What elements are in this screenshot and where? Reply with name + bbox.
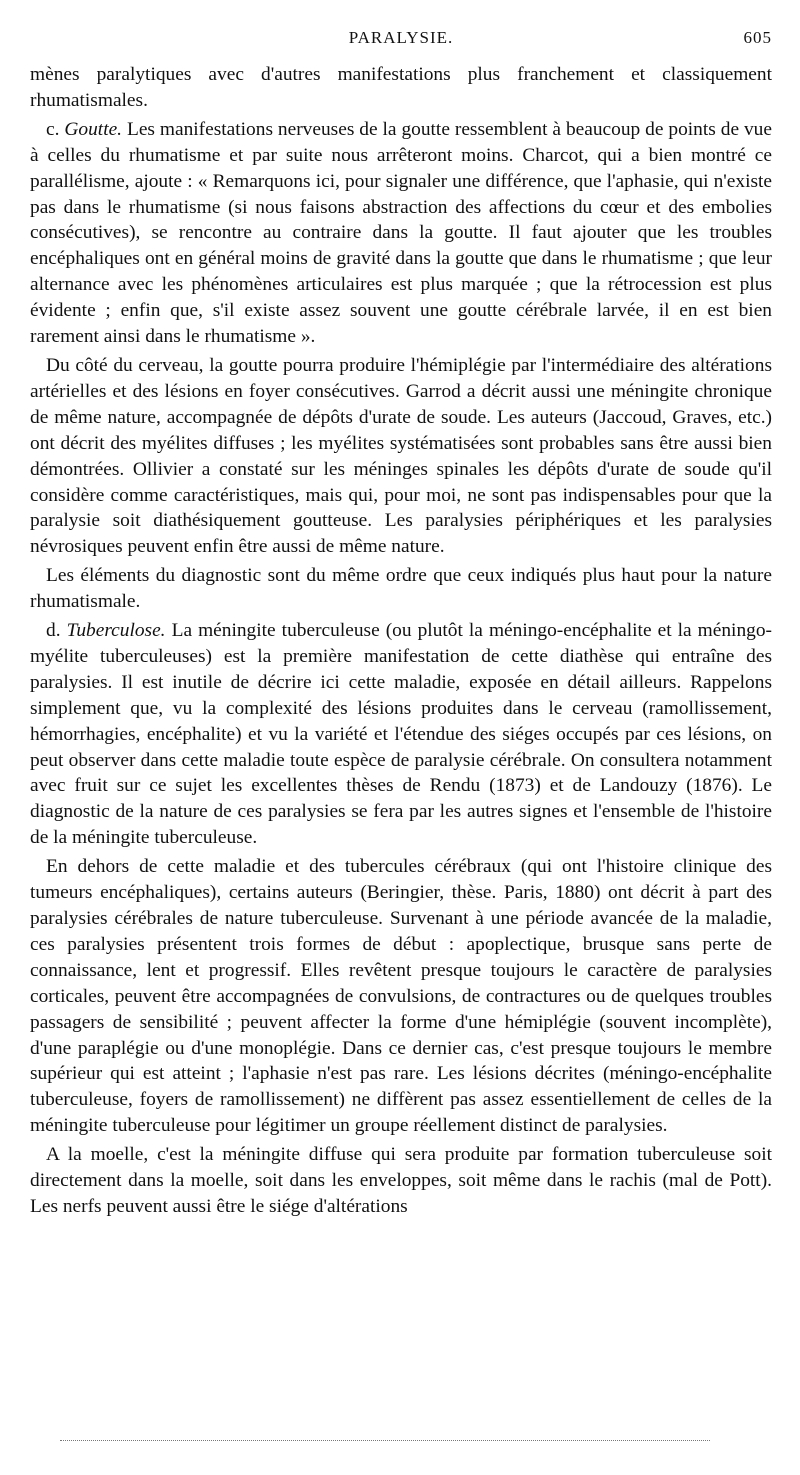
- paragraph-diagnostic: Les éléments du diagnostic sont du même ordre que ceux indiqués plus haut pour la nature rhumatismale.: [30, 565, 772, 613]
- paragraph-paralysies-cerebrales: En dehors de cette maladie et des tubercules cérébraux (qui ont l'histoire clinique des tumeurs encéphaliques), certains auteurs (Beringier, thèse. Paris, 1880) ont décrit à part des paralysies cérébrales de nature tuberculeuse. Survenant à une période avancée de la maladie, ces paralysies présentent trois formes de début : apoplectique, brusque sans perte de connaissance, lent et progressif. Elles revêtent presque toujours le caractère de paralysies corticales, peuvent être accompagnées de convulsions, de contractures ou de quelques troubles passagers de sensibilité ; peuvent affecter la forme d'une hémiplégie (souvent incomplète), d'une paraplégie ou d'une monoplégie. Dans ce dernier cas, c'est presque toujours le membre supérieur qui est atteint ; l'aphasie n'est pas rare. Les lésions décrites (méningo-encéphalite tuberculeuse, foyers de ramollissement) ne diffèrent pas assez essentiellement de celles de la méningite tuberculeuse pour légitimer un groupe réellement distinct de paralysies.: [30, 856, 772, 1137]
- section-heading-goutte: Goutte.: [64, 118, 123, 140]
- paragraph-goutte: [30, 117, 772, 350]
- book-page: [30, 24, 772, 1223]
- paragraph-tuberculose: [30, 618, 772, 851]
- paragraph-continuation: mènes paralytiques avec d'autres manifestations plus franchement et classiquement rhumatismales.: [30, 64, 772, 111]
- page-number: 605: [743, 28, 772, 47]
- paragraph-cerveau: Du côté du cerveau, la goutte pourra produire l'hémiplégie par l'intermédiaire des altérations artérielles et des lésions en foyer consécutives. Garrod a décrit aussi une méningite chronique de même nature, accompagnée de dépôts d'urate de soude. Les auteurs (Jaccoud, Graves, etc.) ont décrit des myélites diffuses ; les myélites systématisées sont probables sans être aussi bien démontrées. Ollivier a constaté sur les méninges spinales les dépôts d'urate de soude qu'il considère comme caractéristiques, mais qui, pour moi, ne sont pas indispensables pour que la paralysie soit diathésiquement goutteuse. Les paralysies périphériques et les paralysies névrosiques peuvent enfin être aussi de même nature.: [30, 354, 772, 558]
- footer-dotted-rule: [60, 1440, 710, 1441]
- paragraph-text: La méningite tuberculeuse (ou plutôt la méningo-encéphalite et la méningo-myélite tuberculeuses) est la première manifestation de cette diathèse qui entraîne des paralysies. Il est inutile de décrire ici cette maladie, exposée en détail ailleurs. Rappelons simplement que, vu la complexité des lésions produites dans le cerveau (ramollissement, hémorrhagies, encéphalite) et vu la variété et l'étendue des siéges occupés par ces lésions, on peut observer dans cette maladie toute espèce de paralysie cérébrale. On consultera notamment avec fruit sur ce sujet les excellentes thèses de Rendu (1873) et de Landouzy (1876). Le diagnostic de la nature de ces paralysies se fera par les autres signes et l'ensemble de l'histoire de la méningite tuberculeuse.: [30, 620, 772, 849]
- section-label: d.: [46, 620, 61, 642]
- paragraph-text: Les manifestations nerveuses de la goutte ressemblent à beaucoup de points de vue à celles du rhumatisme et par suite nous arrêteront moins. Charcot, qui a bien montré ce parallélisme, ajoute : « Remarquons ici, pour signaler une différence, que l'aphasie, qui n'existe pas dans le rhumatisme (si nous faisons abstraction des affections du cœur et des embolies consécutives), se rencontre au contraire dans la goutte. Il faut ajouter que les troubles encéphaliques ont en général moins de gravité dans la goutte que dans le rhumatisme ; que leur alternance avec les phénomènes articulaires est plus marquée ; que la rétrocession est plus évidente ; enfin que, s'il existe assez souvent une goutte cérébrale larvée, il en est bien rarement ainsi dans le rhumatisme ».: [30, 118, 772, 348]
- section-label: c.: [46, 118, 60, 140]
- running-title: PARALYSIE.: [348, 28, 454, 47]
- paragraph-moelle: A la moelle, c'est la méningite diffuse qui sera produite par formation tuberculeuse soit directement dans la moelle, soit dans les enveloppes, soit même dans le rachis (mal de Pott). Les nerfs peuvent aussi être le siége d'altérations: [30, 1144, 772, 1217]
- section-heading-tuberculose: Tuberculose.: [66, 620, 166, 642]
- body-text: [30, 62, 772, 1220]
- page-header: [30, 24, 772, 48]
